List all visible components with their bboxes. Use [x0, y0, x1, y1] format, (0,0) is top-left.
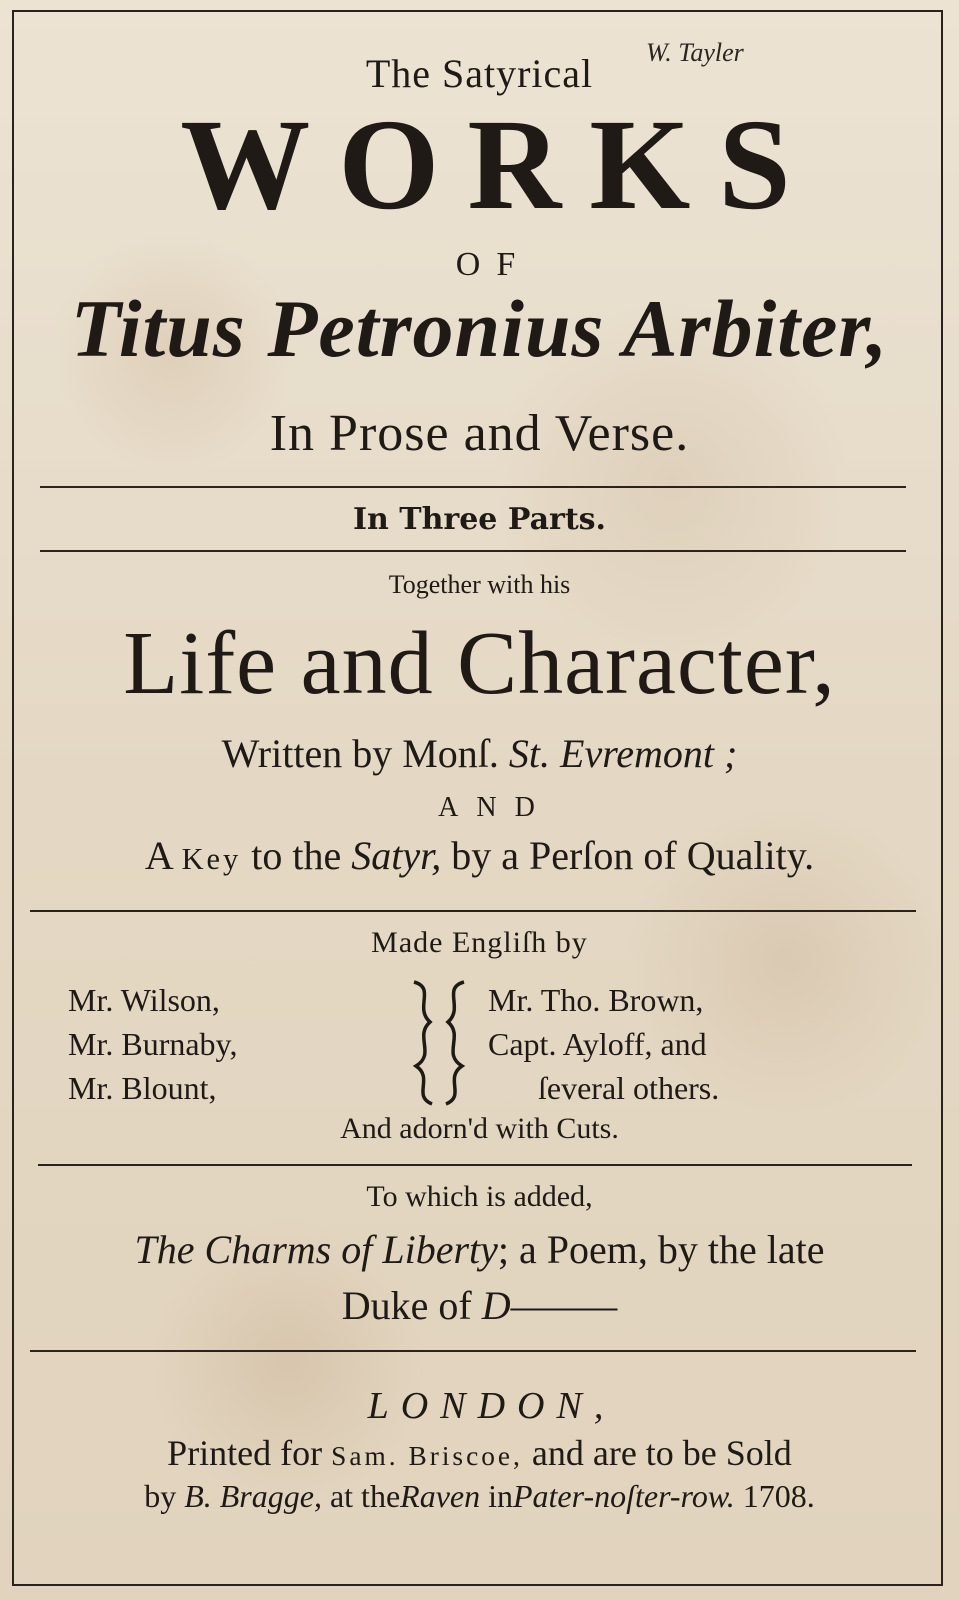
in: in: [488, 1478, 513, 1514]
rule-1: [40, 486, 906, 488]
translator-brown: Mr. Tho. Brown,: [488, 982, 704, 1018]
translator-burnaby: Mr. Burnaby,: [68, 1026, 238, 1062]
brace-ornament: [406, 978, 472, 1108]
key-person: by a Perſon of Quality.: [451, 833, 815, 878]
duke-initial: D———: [481, 1283, 618, 1328]
rule-5: [30, 1350, 916, 1352]
and-line: AND: [438, 792, 553, 823]
author-name: Titus Petronius Arbiter,: [70, 283, 889, 374]
at-the: at the: [329, 1478, 401, 1514]
rule-2: [40, 550, 906, 552]
poem-text: ; a Poem, by the late: [497, 1227, 825, 1272]
printed-line: [0, 1432, 959, 1474]
made-english: Made Engliſh by: [371, 926, 588, 959]
sold: and are to be Sold: [531, 1433, 792, 1473]
translator-others: ſeveral others.: [538, 1070, 720, 1106]
written-by-line: [0, 730, 959, 777]
translator-wilson: Mr. Wilson,: [68, 982, 220, 1018]
adorned-with-cuts: And adorn'd with Cuts.: [340, 1112, 619, 1145]
to-which-added: To which is added,: [366, 1180, 593, 1213]
year: 1708.: [742, 1478, 815, 1514]
translator-ayloff: Capt. Ayloff, and: [488, 1026, 707, 1062]
key-a: A: [144, 833, 172, 878]
title-satyrical: The Satyrical: [365, 51, 594, 96]
street: Pater-noſter-row.: [512, 1478, 735, 1514]
together-with: Together with his: [388, 570, 571, 599]
title-works: WORKS: [180, 93, 819, 237]
rule-4: [38, 1164, 912, 1166]
owner-signature: W. Tayler: [646, 38, 744, 67]
satyr: Satyr,: [351, 833, 442, 878]
duke-of: Duke of: [341, 1283, 472, 1328]
translators-right: [488, 978, 719, 1110]
charms-of-liberty: The Charms of Liberty: [134, 1227, 498, 1272]
rule-3: [30, 910, 916, 912]
written-by: Written by Monſ.: [221, 731, 499, 776]
prose-and-verse: In Prose and Verse.: [269, 405, 690, 462]
briscoe: Sam. Briscoe,: [331, 1441, 523, 1471]
title-of: OF: [455, 246, 532, 283]
key-word: Key: [181, 842, 242, 876]
three-parts: In Three Parts.: [352, 502, 607, 537]
duke-line: [0, 1282, 959, 1329]
london: LONDON,: [367, 1385, 616, 1427]
translators-left: [68, 978, 237, 1110]
charms-line: [0, 1226, 959, 1273]
life-and-character: Life and Character,: [123, 614, 836, 713]
raven: Raven: [400, 1478, 481, 1514]
key-to: to the: [251, 833, 342, 878]
key-line: [0, 832, 959, 879]
bragge: B. Bragge,: [184, 1478, 322, 1514]
bragge-line: [0, 1478, 959, 1515]
by: by: [144, 1478, 177, 1514]
printed-for: Printed for: [167, 1433, 323, 1473]
translator-blount: Mr. Blount,: [68, 1070, 217, 1106]
evremont: St. Evremont ;: [508, 731, 738, 776]
